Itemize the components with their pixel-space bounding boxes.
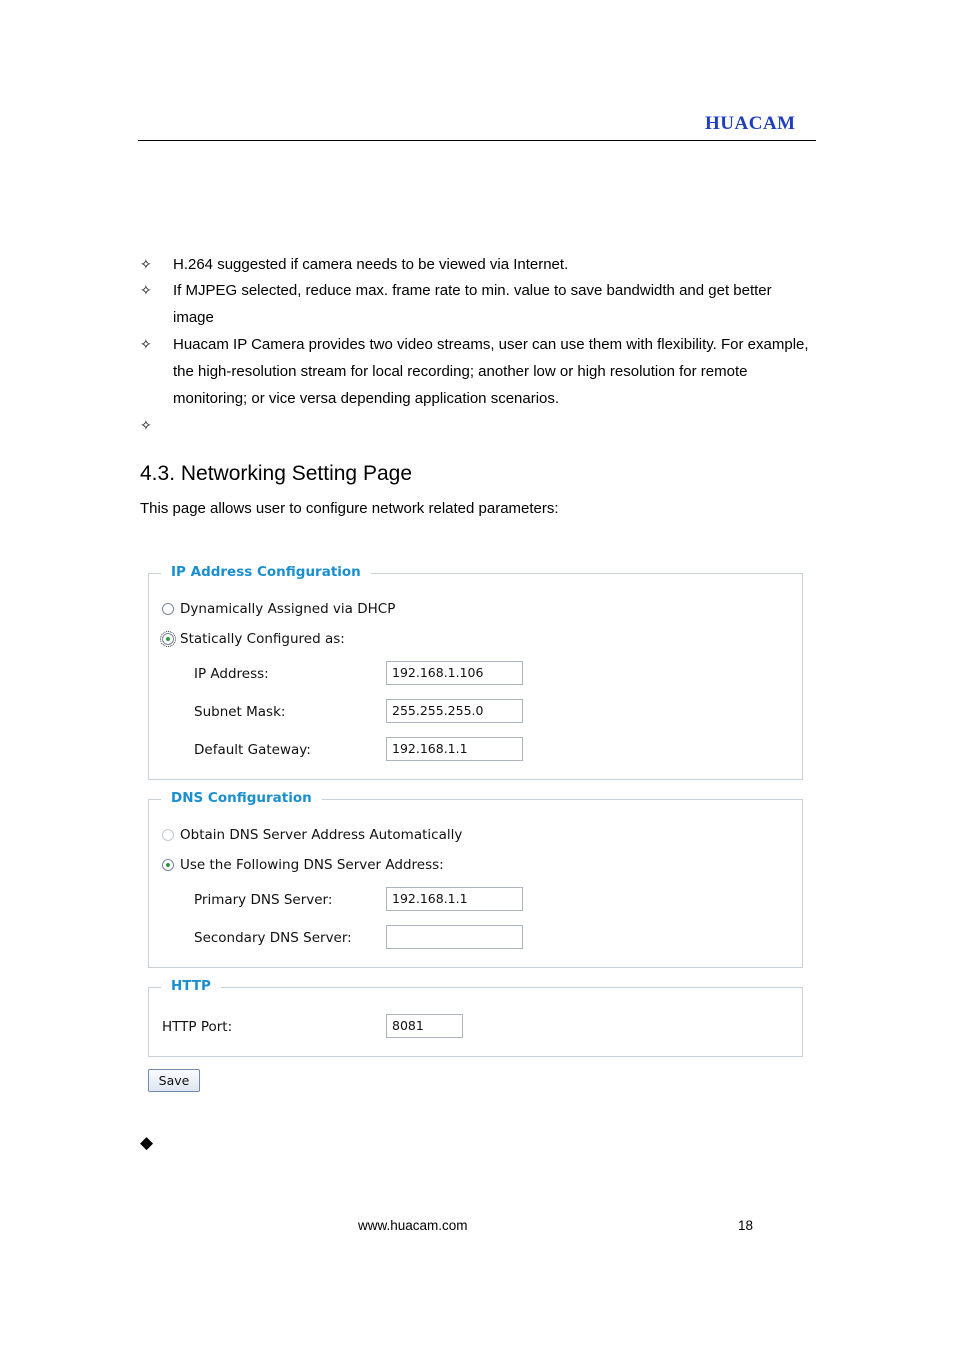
bullet-text: Huacam IP Camera provides two video streams, user can use them with flexibility. For example, the high-resolution stream for local recording; another low or high resolution for remote monitoring; or vice versa depending application scenarios.	[173, 336, 809, 407]
static-radio[interactable]	[162, 633, 174, 645]
header-rule	[138, 140, 816, 141]
primary-dns-field[interactable]: 192.168.1.1	[386, 887, 523, 911]
dns-config-legend: DNS Configuration	[161, 790, 322, 806]
save-button[interactable]: Save	[148, 1069, 200, 1092]
static-label: Statically Configured as:	[180, 631, 345, 647]
dns-manual-option[interactable]	[162, 857, 444, 873]
ip-config-legend: IP Address Configuration	[161, 564, 371, 580]
bullet-text: If MJPEG selected, reduce max. frame rate to min. value to save bandwidth and get better image	[173, 282, 772, 326]
dhcp-label: Dynamically Assigned via DHCP	[180, 601, 396, 617]
dns-manual-radio[interactable]	[162, 859, 174, 871]
secondary-dns-label: Secondary DNS Server:	[194, 930, 352, 946]
section-intro: This page allows user to configure network related parameters:	[140, 500, 559, 517]
ip-config-group	[148, 564, 803, 780]
dns-auto-option[interactable]	[162, 827, 462, 843]
dns-manual-label: Use the Following DNS Server Address:	[180, 857, 444, 873]
brand-logo: HUACAM	[705, 113, 796, 134]
dns-auto-label: Obtain DNS Server Address Automatically	[180, 827, 463, 843]
static-option[interactable]	[162, 631, 345, 647]
http-legend: HTTP	[161, 978, 221, 994]
http-port-label: HTTP Port:	[162, 1019, 233, 1035]
footer-url: www.huacam.com	[358, 1218, 468, 1233]
bullet-text: H.264 suggested if camera needs to be viewed via Internet.	[173, 256, 569, 273]
primary-dns-label: Primary DNS Server:	[194, 892, 333, 908]
star-bullet-icon: ✧	[140, 336, 152, 352]
page-number: 18	[738, 1218, 754, 1233]
dhcp-radio[interactable]	[162, 603, 174, 615]
subnet-mask-field[interactable]: 255.255.255.0	[386, 699, 523, 723]
ip-address-field[interactable]: 192.168.1.106	[386, 661, 523, 685]
dhcp-option[interactable]	[162, 601, 395, 617]
ip-address-label: IP Address:	[194, 666, 269, 682]
star-bullet-icon: ✧	[140, 417, 152, 433]
dns-config-group	[148, 790, 803, 968]
secondary-dns-field[interactable]	[386, 925, 523, 949]
diamond-bullet-icon: ◆	[140, 1133, 154, 1152]
default-gateway-field[interactable]: 192.168.1.1	[386, 737, 523, 761]
http-group	[148, 978, 803, 1057]
section-title: 4.3. Networking Setting Page	[140, 462, 412, 485]
default-gateway-label: Default Gateway:	[194, 742, 311, 758]
subnet-mask-label: Subnet Mask:	[194, 704, 286, 720]
star-bullet-icon: ✧	[140, 256, 152, 272]
http-port-field[interactable]: 8081	[386, 1014, 463, 1038]
dns-auto-radio[interactable]	[162, 829, 174, 841]
star-bullet-icon: ✧	[140, 282, 152, 298]
